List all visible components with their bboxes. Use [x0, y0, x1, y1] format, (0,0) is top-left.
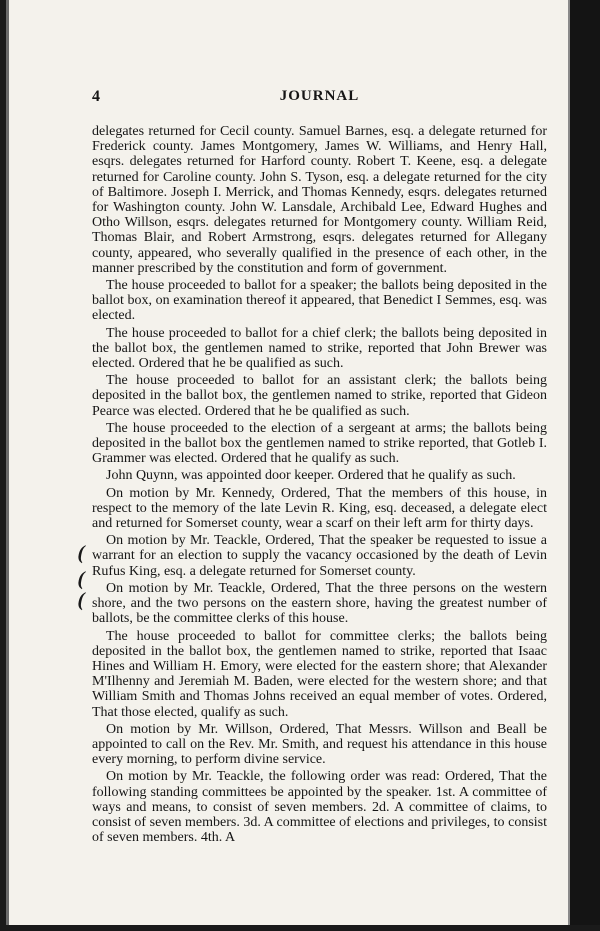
paragraph: On motion by Mr. Willson, Ordered, That Messrs. Willson and Beall be appointed to call on the Rev. Mr. Smith, and request his attendance in this house every morning, to perform divine service. — [92, 721, 547, 768]
paragraph: The house proceeded to ballot for a speaker; the ballots being deposited in the ballot box, on examination thereof it appeared, that Benedict I Semmes, esq. was elected. — [92, 278, 547, 324]
paragraph: On motion by Mr. Teackle, Ordered, That the speaker be requested to issue a warrant for an election to supply the vacancy occasioned by the death of Levin Rufus King, esq. a delegate returned for Somerset county. — [92, 533, 547, 579]
paragraph: The house proceeded to ballot for a chief clerk; the ballots being deposited in the ballot box, the gentlemen named to strike, reported that John Brewer was elected. Ordered that he be qualified as such. — [92, 325, 547, 372]
paragraph: The house proceeded to ballot for committee clerks; the ballots being deposited in the ballot box, the gentlemen named to strike, reported that Isaac Hines and William H. Emory, were elected for the eastern shore; that Alexander M'Ilhenny and Jeremiah M. Baden, were elected for the western shore; and that William Smith and Thomas Johns received an equal member of votes. Ordered, That those elected, qualify as such. — [92, 628, 547, 720]
page-header — [92, 88, 547, 112]
scan-right-edge — [570, 0, 600, 931]
paragraph: On motion by Mr. Kennedy, Ordered, That the members of this house, in respect to the memory of the late Levin R. King, esq. deceased, a delegate elect and returned for Somerset county, wear a scarf on their left arm for thirty days. — [92, 485, 547, 532]
margin-mark: ( — [75, 542, 88, 564]
page-number: 4 — [92, 88, 100, 105]
running-head: JOURNAL — [279, 88, 360, 104]
paragraph: On motion by Mr. Teackle, Ordered, That the three persons on the western shore, and the two persons on the eastern shore, having the greatest number of ballots, be the committee clerks of this house. — [92, 580, 547, 627]
scan-left-edge-shadow — [6, 0, 9, 931]
paragraph: On motion by Mr. Teackle, the following order was read: Ordered, That the following standing committees be appointed by the speaker. 1st. A committee of ways and means, to consist of seven members. 2d. A committee of claims, to consist of seven members. 3d. A committee of elections and privileges, to consist of seven members. 4th. A — [92, 769, 547, 846]
paragraph: The house proceeded to the election of a sergeant at arms; the ballots being deposited in the ballot box the gentlemen named to strike reported, that Gotleb I. Grammer was elected. Ordered that he qualify as such. — [92, 420, 547, 467]
scan-bottom-edge — [0, 925, 600, 931]
margin-mark: ( — [75, 568, 88, 590]
journal-page — [75, 88, 547, 847]
page-body — [75, 124, 547, 846]
paragraph: delegates returned for Cecil county. Samuel Barnes, esq. a delegate returned for Frederick county. James Montgomery, James W. Williams, and Henry Hall, esqrs. delegates returned for Harford county. Robert T. Keene, esq. a delegate returned for Caroline county. John S. Tyson, esq. a delegate returned for the city of Baltimore. Joseph I. Merrick, and Thomas Kennedy, esqrs. delegates returned for Washington county. John W. Lansdale, Archibald Lee, Edward Hughes and Otho Willson, esqrs. delegates returned for Montgomery county. William Reid, Thomas Blair, and Robert Armstrong, esqrs. delegates returned for Allegany county, appeared, who severally qualified in the presence of each other, in the manner prescribed by the constitution and form of government. — [92, 124, 547, 276]
paragraph: The house proceeded to ballot for an assistant clerk; the ballots being deposited in the ballot box, the gentlemen named to strike, reported that Gideon Pearce was elected. Ordered that he be qualified as such. — [92, 373, 547, 419]
paragraph: John Quynn, was appointed door keeper. Ordered that he qualify as such. — [106, 468, 516, 484]
margin-mark: ( — [75, 589, 88, 611]
scan-right-edge-shadow — [568, 0, 570, 931]
